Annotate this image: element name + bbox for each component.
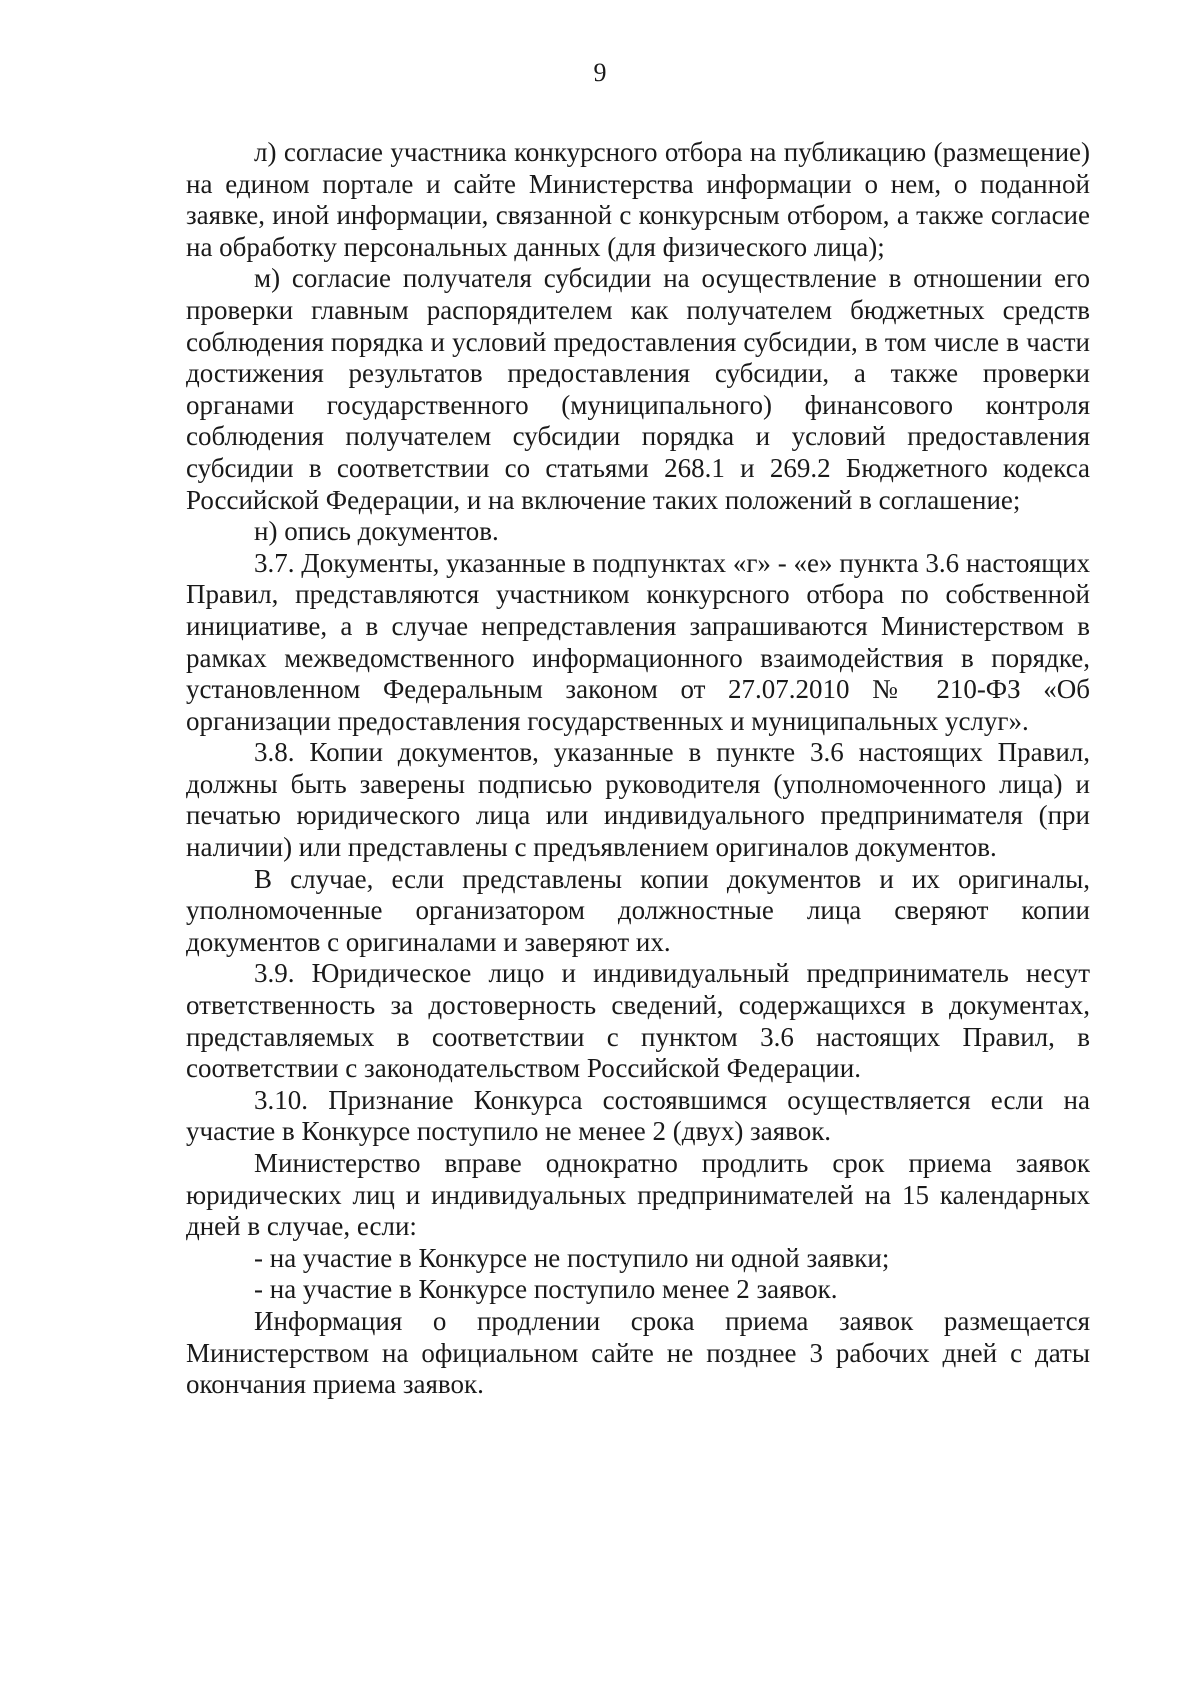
- paragraph-m-consent-inspection: м) согласие получателя субсидии на осуществление в отношении его проверки главным распорядителем как получателем бюджетных средств соблюдения порядка и условий предоставления субсидии, в том числе в части достижения результатов предоставления субсидии, а также проверки органами государственного (муниципального) финансового контроля соблюдения получателем субсидии порядка и условий предоставления субсидии в соответствии со статьями 268.1 и 269.2 Бюджетного кодекса Российской Федерации, и на включение таких положений в соглашение;: [186, 263, 1090, 515]
- paragraph-no-applications: - на участие в Конкурсе не поступило ни одной заявки;: [254, 1242, 890, 1273]
- paragraph-3-8: 3.8. Копии документов, указанные в пункте 3.6 настоящих Правил, должны быть заверены подписью руководителя (уполномоченного лица) и печатью юридического лица или индивидуального предпринимателя (при наличии) или представлены с предъявлением оригиналов документов.: [186, 737, 1090, 863]
- document-body: [186, 137, 1090, 1401]
- paragraph-3-9: 3.9. Юридическое лицо и индивидуальный предприниматель несут ответственность за достоверность сведений, содержащихся в документах, представляемых в соответствии с пунктом 3.6 настоящих Правил, в соответствии с законодательством Российской Федерации.: [186, 958, 1090, 1084]
- paragraph-3-10: 3.10. Признание Конкурса состоявшимся осуществляется если на участие в Конкурсе поступило не менее 2 (двух) заявок.: [186, 1084, 1090, 1147]
- paragraph-extension-info: Информация о продлении срока приема заявок размещается Министерством на официальном сайте не позднее 3 рабочих дней с даты окончания приема заявок.: [186, 1305, 1090, 1400]
- paragraph-extension-right: Министерство вправе однократно продлить срок приема заявок юридических лиц и индивидуальных предпринимателей на 15 календарных дней в случае, если:: [186, 1148, 1090, 1242]
- paragraph-n-inventory: н) опись документов.: [254, 516, 499, 547]
- paragraph-l-consent-publication: л) согласие участника конкурсного отбора на публикацию (размещение) на едином портале и сайте Министерства информации о нем, о поданной заявке, иной информации, связанной с конкурсным отбором, а также согласие на обработку персональных данных (для физического лица);: [186, 137, 1090, 262]
- paragraph-3-7: 3.7. Документы, указанные в подпунктах «г» - «е» пункта 3.6 настоящих Правил, представляются участником конкурсного отбора по собственной инициативе, а в случае непредставления запрашиваются Министерством в рамках межведомственного информационного взаимодействия в порядке, установленном Федеральным законом от 27.07.2010 № 210-ФЗ «Об организации предоставления государственных и муниципальных услуг».: [186, 547, 1090, 736]
- paragraph-less-than-two: - на участие в Конкурсе поступило менее 2 заявок.: [254, 1274, 838, 1305]
- page-number: 9: [593, 58, 607, 87]
- paragraph-copies-verification: В случае, если представлены копии документов и их оригиналы, уполномоченные организатором должностные лица сверяют копии документов с оригиналами и заверяют их.: [186, 863, 1090, 957]
